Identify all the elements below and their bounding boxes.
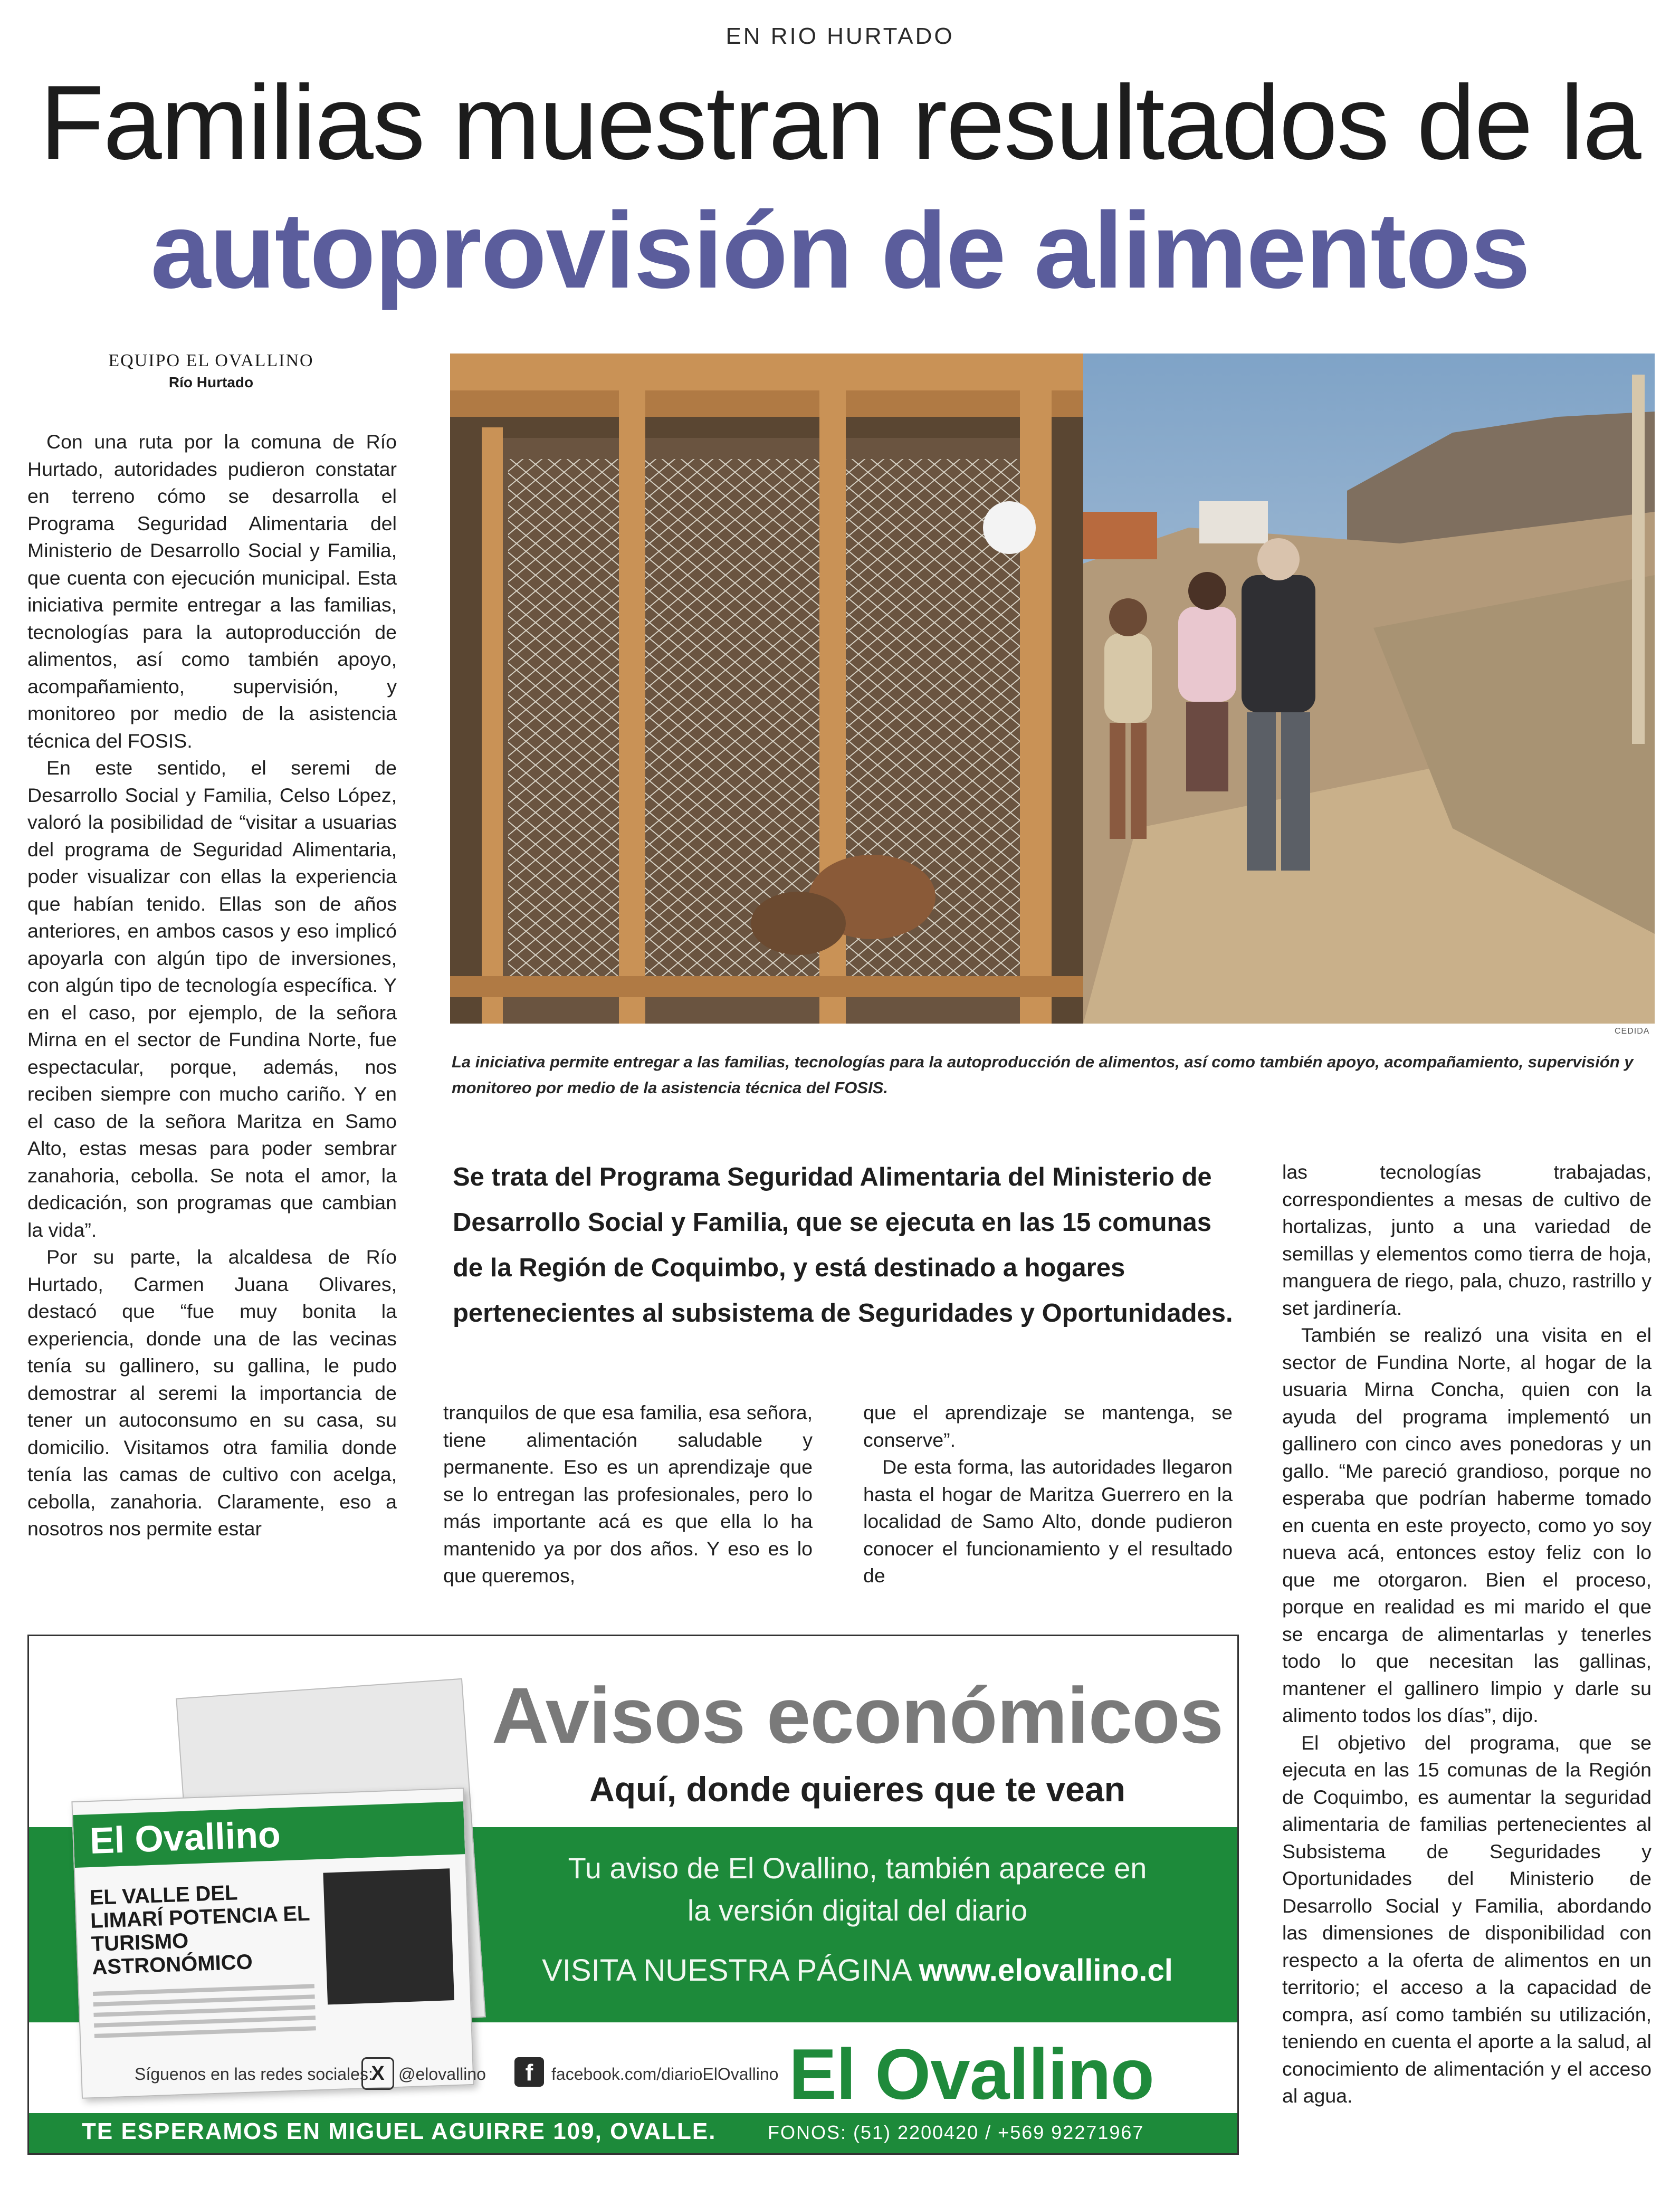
ad-address: TE ESPERAMOS EN MIGUEL AGUIRRE 109, OVALLE. <box>82 2118 717 2144</box>
paragraph: tranquilos de que esa familia, esa señora, tiene alimentación saludable y permanente. Eso es un aprendizaje que se lo entregan las profesionales, pero lo más importante acá es que ella lo ha mantenido ya por dos años. Y eso es lo que queremos, <box>443 1401 813 1587</box>
social-label: Síguenos en las redes sociales: <box>135 2065 373 2084</box>
paragraph: El objetivo del programa, que se ejecuta en las 15 comunas de la Región de Coquimbo, es aumentar la seguridad alimentaria de familias pertenecientes al Subsistema de Seguridades y Oportunidades del Ministerio de Desarrollo Social y Familia, abordando las dimensiones de disponibilidad con respecto a la oferta de alimentos en un territorio; el acceso a la capacidad de compra, así como también su utilización, teniendo en cuenta el aporte a la salud, al conocimiento de alimentación y el acceso al agua. <box>1282 1731 1652 2107</box>
ad-logo: El Ovallino <box>789 2034 1154 2114</box>
paragraph: En este sentido, el seremi de Desarrollo Social y Familia, Celso López, valoró la posibilidad de “visitar a usuarias del programa de Seguridad Alimentaria, poder visualizar con ellas la experiencia que habían tenido. Ellas son de años anteriores, en ambos casos y eso implicó apoyarla con algún tipo de inversiones, con algún tipo de tecnología específica. Y en el caso, por ejemplo, de la señora Mirna en el sector de Fundina Norte, fue espectacular, porque, además, nos reciben siempre con mucho cariño. Y en el caso de la señora Maritza en Samo Alto, estas mesas para poder sembrar zanahoria, cebolla. Se nota el amor, la dedicación, son programas que cambian la vida”. <box>27 757 397 1241</box>
classifieds-ad[interactable] <box>27 1635 1239 2155</box>
newspaper-photo <box>323 1868 454 2004</box>
text-line <box>94 2026 316 2038</box>
ad-title: Avisos económicos <box>491 1671 1224 1760</box>
pull-quote: Se trata del Programa Seguridad Alimentaria del Ministerio de Desarrollo Social y Familia, que se ejecuta en las 15 comunas de la Región de Coquimbo, y está destinado a hogares pertenecientes al subsistema de Seguridades y Oportunidades. <box>453 1163 1233 1327</box>
facebook-handle[interactable]: facebook.com/diarioElOvallino <box>551 2065 779 2084</box>
byline-team: EQUIPO EL OVALLINO <box>108 351 314 370</box>
newspaper-headline: EL VALLE DEL LIMARÍ POTENCIA EL TURISMO ASTRONÓMICO <box>89 1881 310 1979</box>
newspaper-logo: El Ovallino <box>89 1813 281 1861</box>
paragraph: De esta forma, las autoridades llegaron hasta el hogar de Maritza Guerrero en la localidad de Samo Alto, donde pudieron conocer el funcionamiento y el resultado de <box>863 1456 1233 1587</box>
article-column-4 <box>1282 1159 1652 2110</box>
text-line <box>94 2015 316 2028</box>
headline-line-1: Familias muestran resultados de la <box>40 64 1640 182</box>
ad-subtitle: Aquí, donde quieres que te vean <box>589 1770 1125 1809</box>
article-column-3 <box>863 1399 1233 1590</box>
photo-credit: CEDIDA <box>1615 1027 1650 1036</box>
headline-line-2: autoprovisión de alimentos <box>150 190 1530 311</box>
photo-illustration <box>450 354 1655 1024</box>
paragraph: Por su parte, la alcaldesa de Río Hurtado, Carmen Juana Olivares, destacó que “fue muy bonita la experiencia, donde una de las vecinas tenía su gallinero, su gallina, le pudo demostrar al seremi la importancia de tener un autoconsumo en su casa, su domicilio. Visitamos otra familia donde tenía las camas de cultivo con acelga, cebolla, zanahoria. Claramente, eso a nosotros nos permite estar <box>27 1246 397 1540</box>
article-column-2 <box>443 1399 813 1590</box>
facebook-icon: f <box>514 2057 544 2087</box>
ad-text-line-2: la versión digital del diario <box>687 1894 1028 1927</box>
newspaper-image <box>71 1788 474 2099</box>
article-column-1 <box>27 428 397 1543</box>
ad-website-link[interactable]: www.elovallino.cl <box>919 1953 1173 1988</box>
paragraph: También se realizó una visita en el sector de Fundina Norte, al hogar de la usuaria Mirna Concha, quien con la ayuda del programa implementó un gallinero con cinco aves ponedoras y un gallo. “Me pareció grandioso, porque no esperaba que podrían haberme tomado en cuenta en este proyecto, como yo soy nueva acá, entonces estoy feliz con lo que me otorgaron. Bien el proceso, porque en realidad es mi marido el que se encarga de alimentarlas y tenerles todo lo que necesitan las gallinas, mantener el gallinero limpio y darle su alimento todos los días”, dijo. <box>1282 1324 1652 1726</box>
ad-phones: FONOS: (51) 2200420 / +569 92271967 <box>768 2122 1144 2143</box>
byline-place: Río Hurtado <box>168 374 254 390</box>
x-handle[interactable]: @elovallino <box>398 2065 486 2084</box>
photo-caption: La iniciativa permite entregar a las familias, tecnologías para la autoproducción de alimentos, así como también apoyo, acompañamiento, supervisión y monitoreo por medio de la asistencia técnica del FOSIS. <box>452 1053 1634 1097</box>
byline <box>32 351 390 391</box>
ad-visit-label: VISITA NUESTRA PÁGINA <box>542 1953 911 1988</box>
section-kicker: EN RIO HURTADO <box>726 23 954 49</box>
paragraph: que el aprendizaje se mantenga, se conserve”. <box>863 1401 1233 1451</box>
article-photo <box>450 354 1655 1024</box>
text-line <box>93 2005 315 2017</box>
paragraph: Con una ruta por la comuna de Río Hurtado, autoridades pudieron constatar en terreno cómo se desarrolla el Programa Seguridad Alimentaria del Ministerio de Desarrollo Social y Familia, que cuenta con ejecución municipal. Esta iniciativa permite entregar a las familias, tecnologías para la autoproducción de alimentos, así como también apoyo, acompañamiento, supervisión, y monitoreo por medio de la asistencia técnica del FOSIS. <box>27 431 397 752</box>
ad-visit-line <box>530 1953 1185 1988</box>
paragraph: las tecnologías trabajadas, correspondientes a mesas de cultivo de hortalizas, junto a una variedad de semillas y elementos como tierra de hoja, manguera de riego, pala, chuzo, rastrillo y set jardinería. <box>1282 1161 1652 1319</box>
text-line <box>93 1994 315 2007</box>
text-line <box>93 1984 314 1996</box>
ad-text-line-1: Tu aviso de El Ovallino, también aparece en <box>568 1851 1147 1885</box>
x-twitter-icon: X <box>361 2057 394 2090</box>
